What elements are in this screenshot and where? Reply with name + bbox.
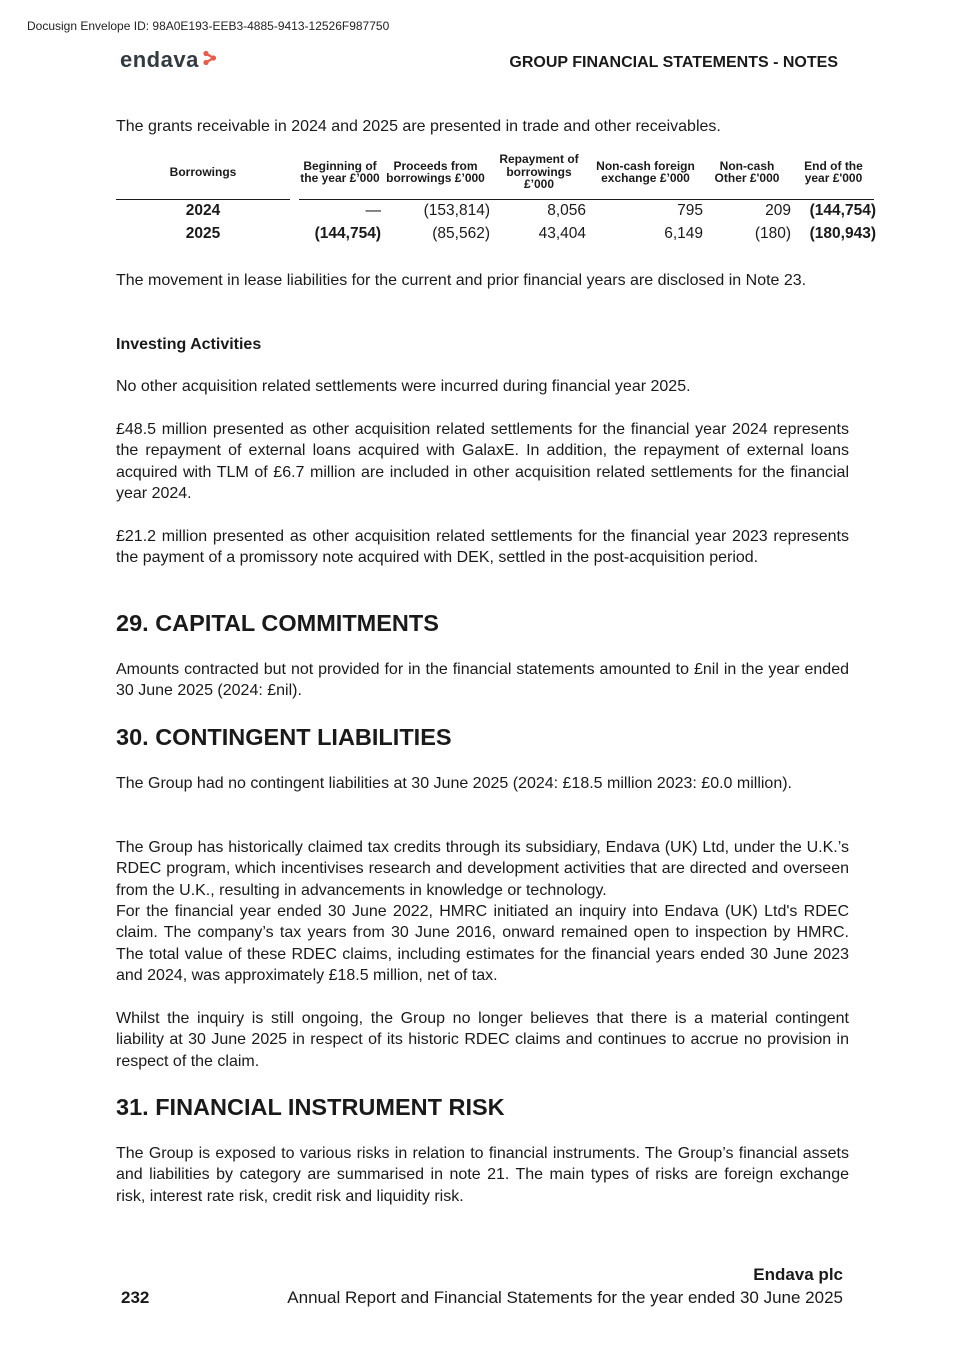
investing-paragraph-3: £21.2 million presented as other acquisition related settlements for the financial year 2023 represents the payment of a promissory note acquired with DEK, settled in the post-acquisition period. — [116, 528, 849, 567]
logo-text: endava — [120, 47, 199, 72]
cell-end: (180,943) — [809, 224, 876, 242]
page-number: 232 — [121, 1288, 150, 1307]
cell-fx: 795 — [677, 201, 703, 219]
section-29-paragraph: Amounts contracted but not provided for in the financial statements amounted to £nil in the year ended 30 June 2025 (2024: £nil). — [116, 661, 849, 700]
col-header-repayment: Repayment of borrowings £’000 — [499, 152, 579, 192]
intro-paragraph: The grants receivable in 2024 and 2025 are presented in trade and other receivables. — [116, 118, 721, 135]
section-30-paragraph-3: Whilst the inquiry is still ongoing, the Group no longer believes that there is a material contingent liability at 30 June 2025 in respect of its historic RDEC claims and continues to accrue no provision in respect of the claim. — [116, 1010, 849, 1070]
cell-other: (180) — [754, 224, 791, 242]
col-header-borrowings: Borrowings — [169, 164, 237, 179]
col-header-end: End of the year £'000 — [804, 158, 863, 185]
endava-logo — [120, 47, 218, 73]
cell-proceeds: (153,814) — [423, 201, 490, 219]
footer-company: Endava plc — [753, 1265, 843, 1284]
section-29-title: 29. CAPITAL COMMITMENTS — [116, 610, 439, 636]
section-30-paragraph-1: The Group had no contingent liabilities at 30 June 2025 (2024: £18.5 million 2023: £0.0 million). — [116, 775, 792, 792]
cell-proceeds: (85,562) — [432, 224, 490, 242]
col-header-beginning: Beginning of the year £’000 — [300, 158, 380, 185]
section-30-title: 30. CONTINGENT LIABILITIES — [116, 724, 452, 750]
table-divider-borrowings — [116, 199, 290, 200]
section-30-paragraph-2b: For the financial year ended 30 June 2022, HMRC initiated an inquiry into Endava (UK) Ltd's RDEC claim. The company’s tax years from 30 June 2016, onward remained open to inspection by HMRC. The total value of these RDEC claims, including estimates for the financial years ended 30 June 2023 and 2024, was approximately £18.5 million, net of tax. — [116, 903, 849, 985]
cell-beginning: — — [365, 201, 381, 219]
section-31-paragraph: The Group is exposed to various risks in relation to financial instruments. The Group’s financial assets and liabilities by category are summarised in note 21. The main types of risks are foreign exchange risk, interest rate risk, credit risk and liquidity risk. — [116, 1145, 849, 1205]
table-row — [116, 199, 876, 222]
col-header-proceeds: Proceeds from borrowings £’000 — [386, 158, 485, 185]
investing-heading: Investing Activities — [116, 336, 262, 353]
docusign-envelope-id: Docusign Envelope ID: 98A0E193-EEB3-4885-9413-12526F987750 — [27, 19, 390, 33]
row-year: 2024 — [185, 201, 221, 219]
section-30-paragraph-2a: The Group has historically claimed tax credits through its subsidiary, Endava (UK) Ltd, under the U.K.’s RDEC program, which incentivises research and development activities that are directed and overseen from the U.K., resulting in advancements in knowledge or technology. — [116, 839, 849, 899]
cell-beginning: (144,754) — [314, 224, 381, 242]
cell-other: 209 — [765, 201, 791, 219]
borrowings-table — [116, 145, 876, 245]
cell-fx: 6,149 — [664, 224, 703, 242]
footer-report-title: Annual Report and Financial Statements for the year ended 30 June 2025 — [287, 1288, 843, 1307]
table-row — [116, 222, 876, 245]
cell-repayment: 8,056 — [547, 201, 586, 219]
table-divider-values — [299, 199, 874, 200]
cell-end: (144,754) — [809, 201, 876, 219]
endava-mark-icon — [202, 50, 218, 71]
investing-paragraph-1: No other acquisition related settlements were incurred during financial year 2025. — [116, 378, 691, 395]
table-header-row — [116, 145, 876, 199]
lease-note: The movement in lease liabilities for the current and prior financial years are disclosed in Note 23. — [116, 272, 807, 289]
col-header-fx: Non-cash foreign exchange £’000 — [596, 158, 695, 185]
col-header-other: Non-cash Other £'000 — [714, 158, 780, 185]
section-31-title: 31. FINANCIAL INSTRUMENT RISK — [116, 1094, 505, 1120]
page-header-title: GROUP FINANCIAL STATEMENTS - NOTES — [509, 54, 838, 71]
investing-paragraph-2: £48.5 million presented as other acquisition related settlements for the financial year 2024 represents the repayment of external loans acquired with GalaxE. In addition, the repayment of external loans acquired with TLM of £6.7 million are included in other acquisition related settlements for the financial year 2024. — [116, 421, 849, 503]
row-year: 2025 — [185, 224, 221, 242]
cell-repayment: 43,404 — [538, 224, 586, 242]
